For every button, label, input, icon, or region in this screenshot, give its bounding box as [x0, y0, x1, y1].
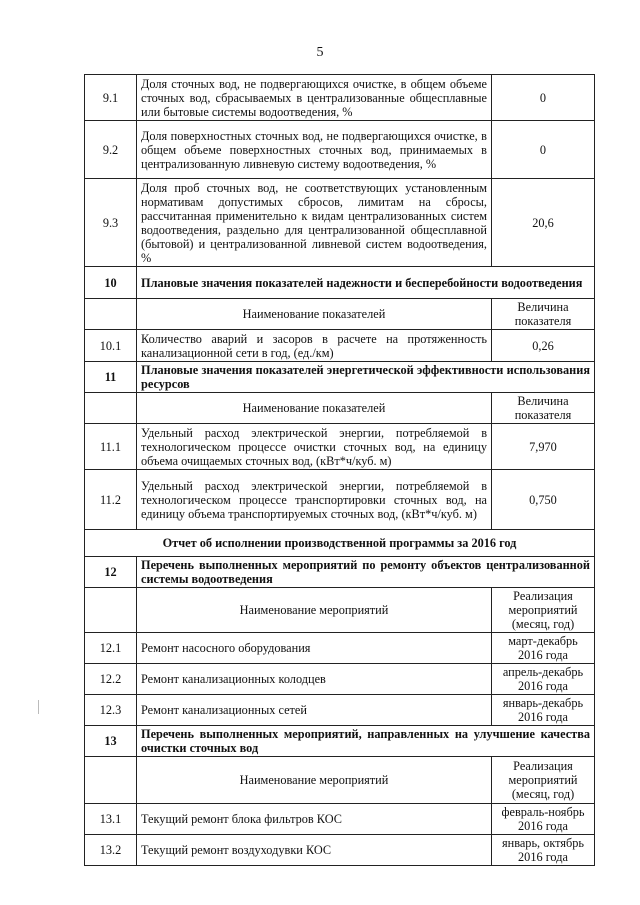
indicator-name: Количество аварий и засоров в расчете на протяженность канализационной сети в год, (ед./км) — [137, 330, 492, 362]
table-row — [85, 470, 595, 530]
column-header-name: Наименование мероприятий — [137, 757, 492, 804]
indicator-name: Доля проб сточных вод, не соответствующих установленным нормативам допустимых сбросов, лимитам на сбросы, рассчитанная применительно к видам централизованных систем водоотведения, раздельно для централизованной общесплавной (бытовой) и централизованной ливневой систем водоотведения, % — [137, 179, 492, 267]
row-number: 11.1 — [85, 424, 137, 470]
row-number: 10.1 — [85, 330, 137, 362]
empty-cell — [85, 299, 137, 330]
section-title: Перечень выполненных мероприятий, направленных на улучшение качества очистки сточных вод — [137, 726, 595, 757]
column-header-value: Реализация мероприятий (месяц, год) — [492, 757, 595, 804]
activity-period: январь, октябрь 2016 года — [492, 835, 595, 866]
indicator-value: 7,970 — [492, 424, 595, 470]
activity-name: Текущий ремонт воздуходувки КОС — [137, 835, 492, 866]
row-number: 11.2 — [85, 470, 137, 530]
row-number: 13.1 — [85, 804, 137, 835]
activity-name: Ремонт насосного оборудования — [137, 633, 492, 664]
activity-name: Текущий ремонт блока фильтров КОС — [137, 804, 492, 835]
header-row — [85, 299, 595, 330]
section-number: 11 — [85, 362, 137, 393]
table-row — [85, 424, 595, 470]
report-title: Отчет об исполнении производственной программы за 2016 год — [85, 530, 595, 557]
table-row — [85, 835, 595, 866]
indicators-table — [84, 74, 595, 866]
row-number: 9.2 — [85, 121, 137, 179]
section-row — [85, 726, 595, 757]
section-title: Плановые значения показателей энергетической эффективности использования ресурсов — [137, 362, 595, 393]
section-title: Перечень выполненных мероприятий по ремонту объектов централизованной системы водоотведения — [137, 557, 595, 588]
row-number: 13.2 — [85, 835, 137, 866]
activity-period: февраль-ноябрь 2016 года — [492, 804, 595, 835]
activity-name: Ремонт канализационных сетей — [137, 695, 492, 726]
page-number: 5 — [316, 45, 324, 60]
column-header-name: Наименование мероприятий — [137, 588, 492, 633]
section-row — [85, 362, 595, 393]
row-number: 12.3 — [85, 695, 137, 726]
header-row — [85, 393, 595, 424]
indicator-value: 20,6 — [492, 179, 595, 267]
indicator-value: 0 — [492, 75, 595, 121]
column-header-name: Наименование показателей — [137, 393, 492, 424]
row-number: 9.3 — [85, 179, 137, 267]
table-row — [85, 664, 595, 695]
section-row — [85, 557, 595, 588]
section-title: Плановые значения показателей надежности и бесперебойности водоотведения — [137, 267, 595, 299]
indicator-value: 0,26 — [492, 330, 595, 362]
column-header-value: Величина показателя — [492, 393, 595, 424]
table-row — [85, 179, 595, 267]
activity-period: март-декабрь 2016 года — [492, 633, 595, 664]
empty-cell — [85, 757, 137, 804]
indicator-name: Доля сточных вод, не подвергающихся очистке, в общем объеме сточных вод, сбрасываемых в централизованные общесплавные или бытовые системы водоотведения, % — [137, 75, 492, 121]
column-header-name: Наименование показателей — [137, 299, 492, 330]
row-number: 12.1 — [85, 633, 137, 664]
activity-period: январь-декабрь 2016 года — [492, 695, 595, 726]
indicator-value: 0,750 — [492, 470, 595, 530]
section-number: 12 — [85, 557, 137, 588]
table-row — [85, 330, 595, 362]
table-row — [85, 804, 595, 835]
table-row — [85, 75, 595, 121]
table-row — [85, 633, 595, 664]
column-header-value: Реализация мероприятий (месяц, год) — [492, 588, 595, 633]
header-row — [85, 757, 595, 804]
indicator-name: Доля поверхностных сточных вод, не подвергающихся очистке, в общем объеме поверхностных сточных вод, принимаемых в централизованную ливневую систему водоотведения, % — [137, 121, 492, 179]
empty-cell — [85, 588, 137, 633]
table-row — [85, 121, 595, 179]
row-number: 12.2 — [85, 664, 137, 695]
report-row — [85, 530, 595, 557]
indicator-name: Удельный расход электрической энергии, потребляемой в технологическом процессе транспортировки сточных вод, на единицу объема транспортируемых сточных вод, (кВт*ч/куб. м) — [137, 470, 492, 530]
table-row — [85, 695, 595, 726]
section-number: 10 — [85, 267, 137, 299]
column-header-value: Величина показателя — [492, 299, 595, 330]
margin-mark — [38, 700, 39, 714]
empty-cell — [85, 393, 137, 424]
indicator-value: 0 — [492, 121, 595, 179]
section-number: 13 — [85, 726, 137, 757]
activity-name: Ремонт канализационных колодцев — [137, 664, 492, 695]
indicator-name: Удельный расход электрической энергии, потребляемой в технологическом процессе очистки сточных вод, на единицу объема очищаемых сточных вод, (кВт*ч/куб. м) — [137, 424, 492, 470]
row-number: 9.1 — [85, 75, 137, 121]
section-row — [85, 267, 595, 299]
header-row — [85, 588, 595, 633]
activity-period: апрель-декабрь 2016 года — [492, 664, 595, 695]
